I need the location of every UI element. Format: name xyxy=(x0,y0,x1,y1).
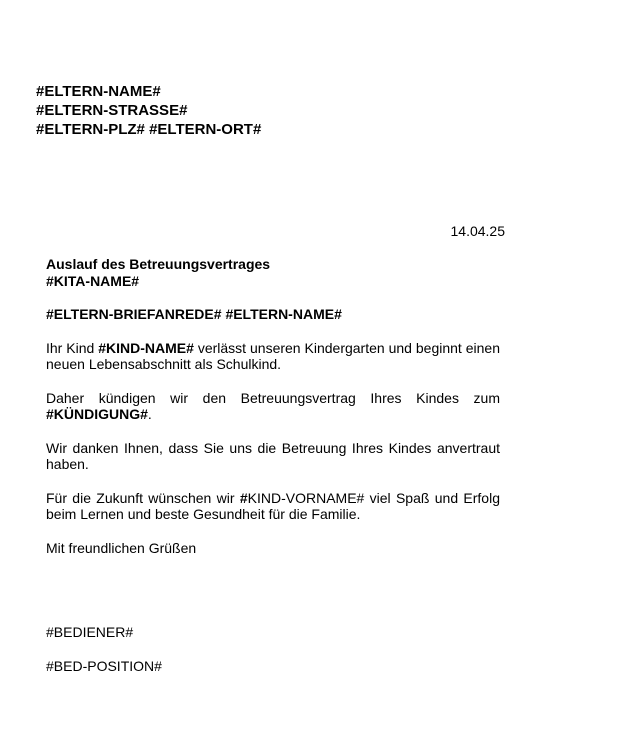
p2-text-start: Daher kündigen wir den Betreuungsvertrag Ihres Kindes zum xyxy=(46,389,500,406)
kind-name-placeholder: #KIND-NAME# xyxy=(98,339,194,356)
salutation-name: #ELTERN-NAME# xyxy=(225,306,342,322)
recipient-address xyxy=(36,82,261,139)
salutation-greeting: #ELTERN-BRIEFANREDE# xyxy=(46,306,222,322)
paragraph-1 xyxy=(46,340,500,373)
p4-text-end: viel Spaß und Erfolg beim Lernen und beste Gesundheit für die Familie. xyxy=(46,489,500,522)
operator-placeholder: #BEDIENER# xyxy=(46,624,134,640)
paragraph-3: Wir danken Ihnen, dass Sie uns die Betreuung Ihres Kindes anvertraut haben. xyxy=(46,439,500,472)
recipient-city-line xyxy=(36,120,261,139)
letter-date: 14.04.25 xyxy=(450,223,505,239)
recipient-city: #ELTERN-ORT# xyxy=(149,121,262,138)
p1-text-start: Ihr Kind xyxy=(46,339,99,356)
kuendigung-placeholder: #KÜNDIGUNG# xyxy=(46,406,148,422)
recipient-name: #ELTERN-NAME# xyxy=(36,83,161,100)
p4-text-start: Für die Zukunft wünschen wir xyxy=(46,489,240,506)
subject-kita-name: #KITA-NAME# xyxy=(46,272,140,289)
salutation xyxy=(46,306,500,323)
paragraph-4 xyxy=(46,490,500,523)
letter-content xyxy=(46,256,500,674)
kind-vorname-hash: # xyxy=(239,489,248,506)
recipient-street: #ELTERN-STRASSE# xyxy=(36,102,188,119)
p2-text-end: . xyxy=(147,406,152,422)
recipient-zip: #ELTERN-PLZ# xyxy=(36,121,145,138)
p1-text-end: verlässt unseren Kindergarten und beginnt einen neuen Lebensabschnitt als Schulkind. xyxy=(46,339,501,372)
closing: Mit freundlichen Grüßen xyxy=(46,539,197,556)
subject-line: Auslauf des Betreuungsvertrages xyxy=(46,256,271,272)
kind-vorname-placeholder: KIND-VORNAME# xyxy=(247,489,365,506)
position-placeholder: #BED-POSITION# xyxy=(46,657,162,674)
paragraph-2 xyxy=(46,390,500,423)
